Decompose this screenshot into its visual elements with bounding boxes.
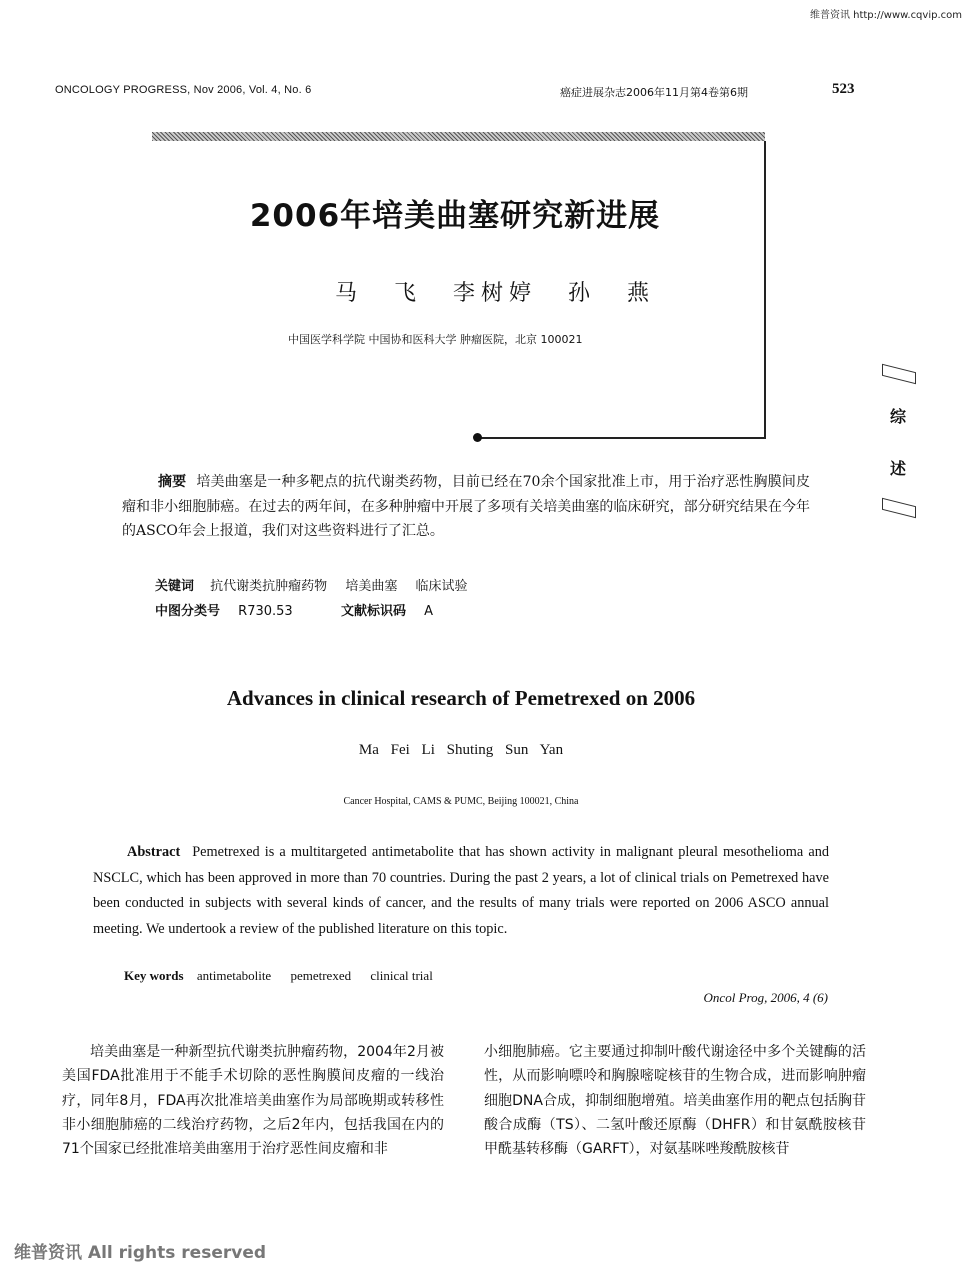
body-column-right: 小细胞肺癌。它主要通过抑制叶酸代谢途径中多个关键酶的活性，从而影响嘌呤和胸腺嘧啶核苷的生物合成，进而影响肿瘤细胞DNA合成，抑制细胞增殖。培美曲塞作用的靶点包括胸苷酸合成酶（TS）、二氢叶酸还原酶（DHFR）和甘氨酰胺核苷甲酰基转移酶（GARFT），对氨基咪唑羧酰胺核苷 (484, 1044, 866, 1158)
chinese-affiliation: 中国医学科学院 中国协和医科大学 肿瘤医院，北京 100021 (288, 333, 583, 346)
tab-slash-bottom (882, 498, 916, 518)
chinese-title: 2006年培美曲塞研究新进展 (249, 198, 661, 234)
watermark-bottom: 维普资讯 All rights reserved (14, 1243, 267, 1263)
chinese-abstract-label: 摘要 (158, 474, 187, 490)
class-number-value: R730.53 (238, 604, 293, 619)
english-keyword: antimetabolite (196, 968, 272, 983)
frame-line-horizontal (478, 437, 766, 439)
doc-code-value: A (424, 604, 434, 619)
english-abstract (93, 840, 829, 942)
english-abstract-text: Pemetrexed is a multitargeted antimetabolite that has shown activity in malignant pleural mesothelioma and NSCLC, which has been approved in more than 70 countries. During the past 2 years, a lot of clinical trials on Pemetrexed have been conducted in subjects with several kinds of cancer, and the results of many trials were reported on 2006 ASCO annual meeting. We undertook a review of the published literature on this topic. (93, 844, 829, 937)
chinese-keyword: 临床试验 (415, 579, 468, 594)
english-keywords-label: Key words (124, 968, 184, 983)
english-authors: Ma Fei Li Shuting Sun Yan (358, 742, 564, 758)
english-keyword: pemetrexed (290, 968, 352, 983)
english-keywords (124, 968, 449, 984)
journal-header-en: ONCOLOGY PROGRESS, Nov 2006, Vol. 4, No. 6 (55, 84, 312, 96)
chinese-keyword: 培美曲塞 (345, 579, 398, 594)
frame-dot (473, 433, 482, 442)
decorative-bar (152, 132, 765, 141)
tab-slash-top (882, 364, 916, 384)
page-number: 523 (832, 81, 855, 97)
frame-line-vertical (764, 141, 766, 439)
english-abstract-label: Abstract (127, 844, 181, 860)
chinese-abstract (122, 470, 810, 544)
journal-header-cn: 癌症进展杂志2006年11月第4卷第6期 (560, 86, 748, 99)
chinese-keywords (155, 575, 481, 594)
body-column-left: 培美曲塞是一种新型抗代谢类抗肿瘤药物，2004年2月被美国FDA批准用于不能手术切除的恶性胸膜间皮瘤的一线治疗，同年8月，FDA再次批准培美曲塞作为局部晚期或转移性非小细胞肺癌的二线治疗药物，之后2年内，包括我国在内的71个国家已经批准培美曲塞用于治疗恶性间皮瘤和非 (62, 1044, 444, 1158)
chinese-authors: 马 飞 李树婷 孙 燕 (335, 281, 655, 306)
chinese-abstract-text: 培美曲塞是一种多靶点的抗代谢类药物，目前已经在70余个国家批准上市，用于治疗恶性胸膜间皮瘤和非小细胞肺癌。在过去的两年间，在多种肿瘤中开展了多项有关培美曲塞的临床研究，部分研究结果在今年的ASCO年会上报道，我们对这些资料进行了汇总。 (122, 474, 811, 539)
classification-line (155, 600, 433, 619)
chinese-keyword: 抗代谢类抗肿瘤药物 (210, 579, 328, 594)
english-title: Advances in clinical research of Pemetrexed on 2006 (226, 686, 696, 710)
tab-char-2: 述 (890, 459, 907, 478)
tab-char-1: 综 (890, 407, 907, 426)
class-number-label: 中图分类号 (155, 604, 221, 619)
english-keyword: clinical trial (370, 968, 433, 983)
chinese-keywords-label: 关键词 (155, 579, 195, 594)
watermark-top: 维普资讯 http://www.cqvip.com (809, 10, 962, 21)
english-affiliation: Cancer Hospital, CAMS & PUMC, Beijing 100021, China (343, 796, 579, 807)
citation: Oncol Prog, 2006, 4 (6) (703, 990, 828, 1005)
doc-code-label: 文献标识码 (340, 604, 406, 619)
